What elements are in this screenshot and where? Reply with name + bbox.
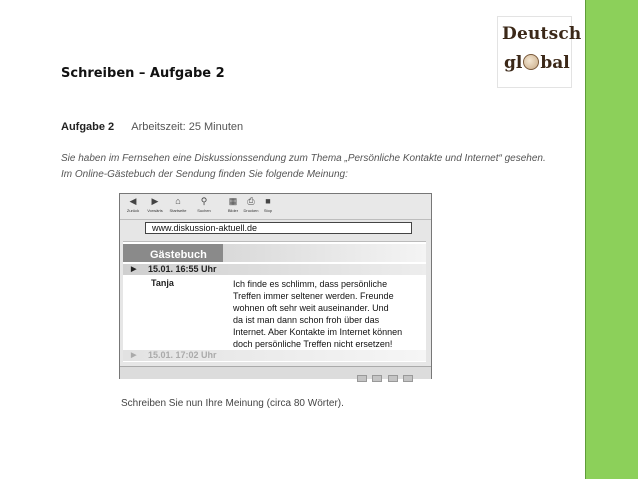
entry-author: Tanja — [151, 278, 174, 288]
browser-toolbar — [120, 194, 431, 220]
status-cell — [372, 375, 382, 382]
slide-title: Schreiben – Aufgabe 2 — [61, 66, 225, 81]
status-cell — [357, 375, 367, 382]
toolbar-stop-label: Stop — [263, 208, 273, 213]
toolbar-search-label: Suchen — [197, 208, 211, 213]
task-intro — [61, 151, 546, 183]
task-intro-line-1: Sie haben im Fernsehen eine Diskussionssendung zum Thema „Persönliche Kontakte und Internet“ gesehen. — [61, 153, 546, 164]
entry-date: 15.01. 16:55 Uhr — [148, 264, 217, 274]
globe-icon — [523, 54, 539, 70]
message-line: doch persönliche Treffen nicht ersetzen! — [233, 339, 393, 349]
task-intro-line-2: Im Online-Gästebuch der Sendung finden Sie folgende Meinung: — [61, 169, 348, 180]
address-bar[interactable]: www.diskussion-aktuell.de — [145, 222, 412, 234]
stop-icon: ■ — [265, 196, 271, 206]
toolbar-home-button[interactable] — [168, 197, 188, 213]
task-header — [61, 121, 243, 133]
guestbook-entry-header[interactable] — [123, 350, 426, 361]
entry-message — [233, 278, 423, 350]
logo-line-1: Deutsch — [502, 24, 582, 44]
toolbar-stop-button[interactable] — [258, 197, 278, 213]
guestbook-entry-header[interactable] — [123, 264, 426, 275]
images-icon: ▦ — [228, 196, 238, 206]
guestbook-title: Gästebuch — [150, 249, 207, 261]
entry-date: 15.01. 17:02 Uhr — [148, 350, 217, 360]
logo-line-2 — [504, 53, 570, 73]
message-line: Ich finde es schlimm, dass persönliche — [233, 279, 388, 289]
status-bar — [120, 366, 431, 379]
toolbar-home-label: Startseite — [169, 208, 187, 213]
logo-line-2-right: bal — [540, 53, 570, 73]
task-closing: Schreiben Sie nun Ihre Meinung (circa 80 Wörter). — [121, 398, 344, 409]
toolbar-images-button[interactable] — [223, 197, 243, 213]
message-line: Internet. Aber Kontakte im Internet können — [233, 327, 403, 337]
guestbook-content — [123, 241, 426, 362]
toolbar-back-label: Zurück — [126, 208, 140, 213]
triangle-right-icon: ▶ — [131, 352, 137, 359]
logo-line-2-left: gl — [504, 53, 523, 73]
accent-sidebar — [585, 0, 638, 479]
triangle-right-icon: ▶ — [131, 266, 137, 273]
task-label: Aufgabe 2 — [61, 121, 115, 133]
arrow-left-icon: ◀ — [129, 196, 137, 206]
guestbook-header — [123, 244, 223, 262]
browser-window — [119, 193, 432, 379]
status-cell — [388, 375, 398, 382]
toolbar-back-button[interactable] — [123, 197, 143, 213]
toolbar-search-button[interactable] — [194, 197, 214, 213]
task-time: Arbeitszeit: 25 Minuten — [131, 121, 244, 133]
status-indicators — [356, 369, 413, 377]
deutsch-global-logo — [497, 16, 582, 88]
print-icon: ⎙ — [247, 196, 255, 206]
message-line: da ist man dann schon froh über das — [233, 315, 380, 325]
status-cell — [403, 375, 413, 382]
guestbook-header-fill — [223, 244, 426, 262]
home-icon: ⌂ — [175, 196, 181, 206]
toolbar-forward-label: Vorwärts — [147, 208, 163, 213]
search-icon: ⚲ — [200, 196, 208, 206]
message-line: wohnen oft sehr weit auseinander. Und — [233, 303, 389, 313]
toolbar-print-label: Drucken — [243, 208, 259, 213]
message-line: Treffen immer seltener werden. Freunde — [233, 291, 394, 301]
toolbar-forward-button[interactable] — [145, 197, 165, 213]
toolbar-images-label: Bilder — [227, 208, 239, 213]
arrow-right-icon: ▶ — [151, 196, 159, 206]
